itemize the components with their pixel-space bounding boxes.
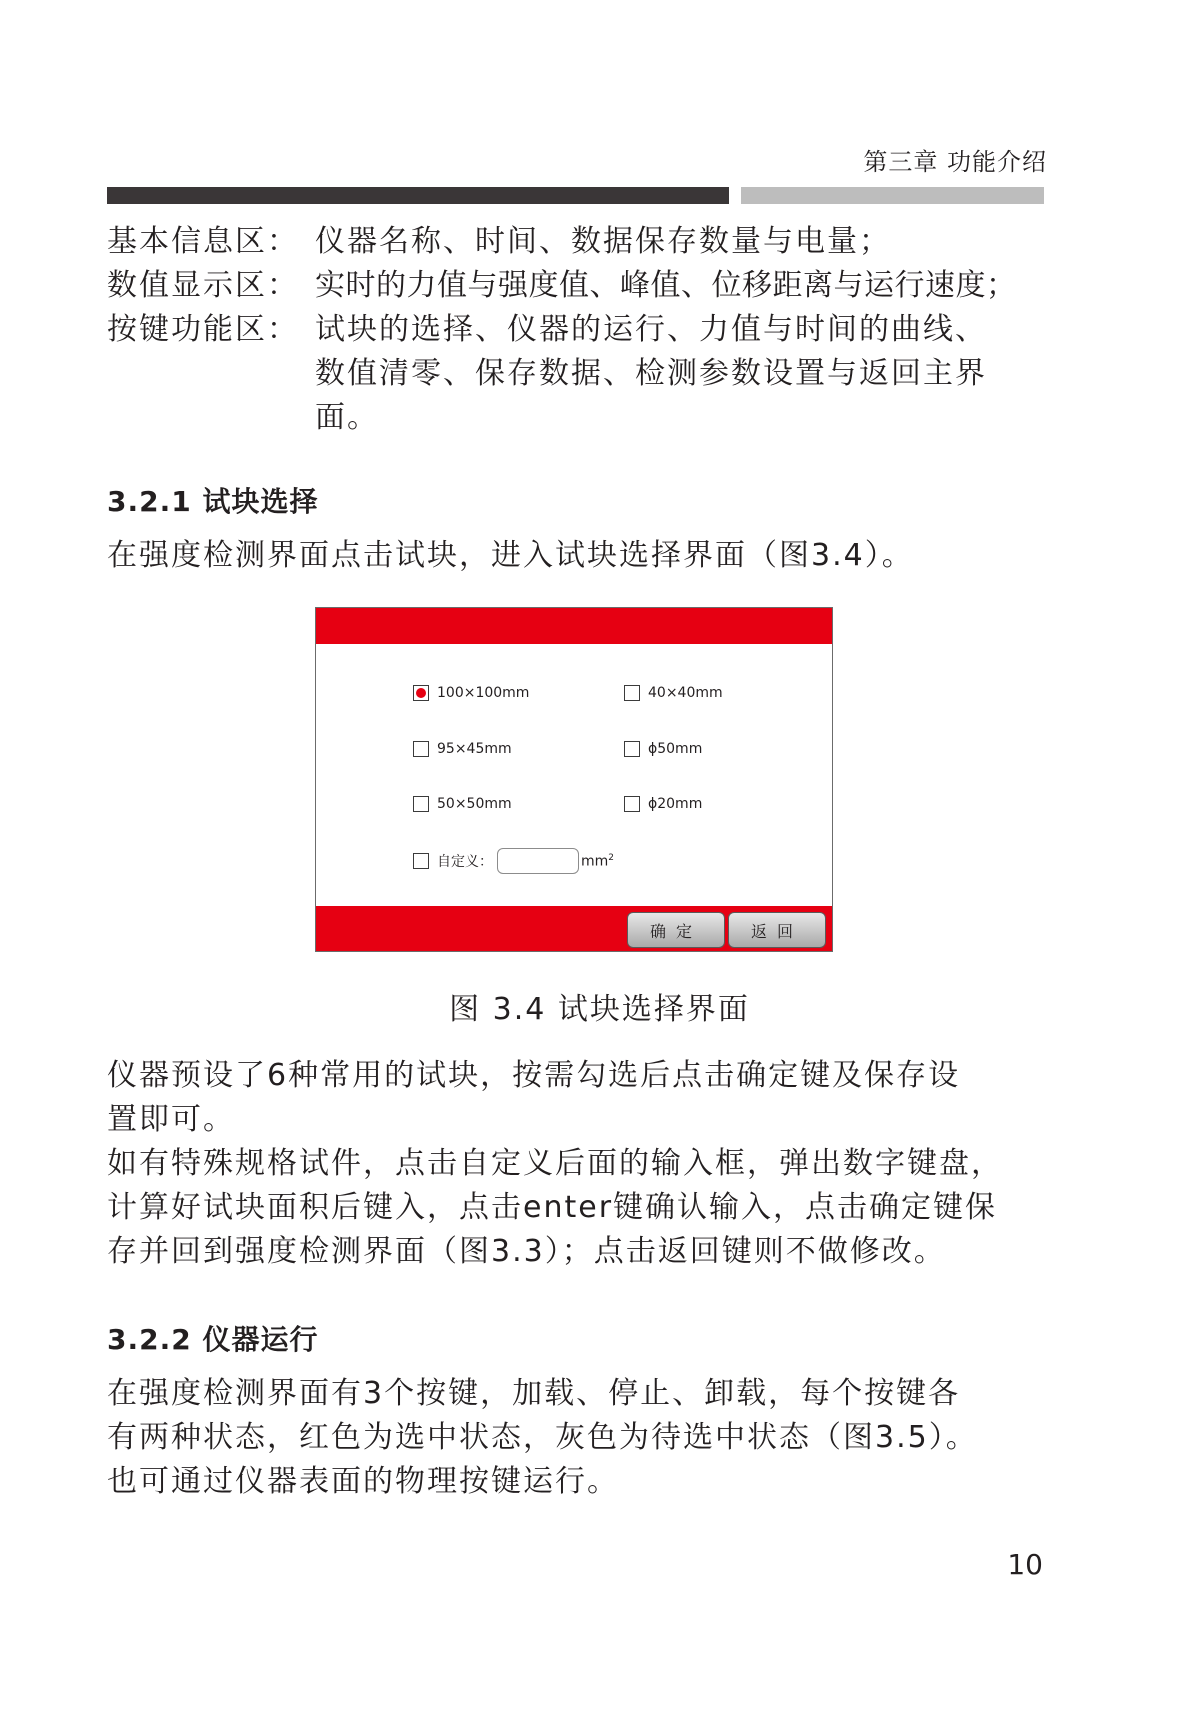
paragraph-line: 仪器预设了6种常用的试块，按需勾选后点击确定键及保存设 [107, 1058, 961, 1093]
paragraph-line: 有两种状态，红色为选中状态，灰色为待选中状态（图3.5）。 [107, 1420, 978, 1455]
option-label: 40×40mm [648, 685, 723, 701]
checkbox-icon[interactable] [413, 796, 429, 812]
radio-checked-icon[interactable] [413, 685, 429, 701]
option-100x100[interactable] [413, 685, 529, 701]
paragraph-line: 在强度检测界面点击试块，进入试块选择界面（图3.4）。 [107, 538, 914, 573]
definition-desc: 仪器名称、时间、数据保存数量与电量； [315, 224, 891, 259]
option-label: 50×50mm [437, 796, 512, 812]
definition-term: 数值显示区： [107, 268, 299, 303]
custom-label: 自定义： [437, 854, 493, 870]
specimen-selection-screen [315, 607, 833, 952]
paragraph-line: 置即可。 [107, 1102, 235, 1137]
option-label: ϕ20mm [648, 796, 703, 812]
figure-caption: 图 3.4 试块选择界面 [449, 992, 750, 1027]
ok-button[interactable]: 确定 [627, 912, 725, 948]
paragraph-line: 也可通过仪器表面的物理按键运行。 [107, 1464, 619, 1499]
section-body [107, 1054, 1051, 1274]
definition-desc: 面。 [315, 400, 379, 435]
option-phi20[interactable] [624, 796, 702, 812]
page-number: 10 [1007, 1548, 1043, 1581]
option-label: ϕ50mm [648, 741, 703, 757]
custom-unit: $mm^2$ [581, 852, 615, 870]
paragraph-line: 在强度检测界面有3个按键，加载、停止、卸载，每个按键各 [107, 1376, 961, 1411]
header-bar-light [741, 187, 1044, 204]
option-phi50[interactable] [624, 741, 702, 757]
option-50x50[interactable] [413, 796, 512, 812]
option-custom[interactable] [413, 848, 614, 874]
section-body [107, 1372, 1051, 1504]
screen-top-bar [316, 608, 832, 644]
option-label: 95×45mm [437, 741, 512, 757]
paragraph-line: 存并回到强度检测界面（图3.3）；点击返回键则不做修改。 [107, 1234, 946, 1269]
definition-term: 基本信息区： [107, 224, 299, 259]
definition-desc: 实时的力值与强度值、峰值、位移距离与运行速度； [315, 268, 1017, 303]
checkbox-icon[interactable] [624, 685, 640, 701]
option-95x45[interactable] [413, 741, 512, 757]
custom-area-input[interactable] [497, 848, 579, 874]
option-label: 100×100mm [437, 685, 530, 701]
section-intro [107, 534, 1051, 578]
section-heading: 3.2.2 仪器运行 [107, 1323, 319, 1356]
checkbox-icon[interactable] [413, 741, 429, 757]
paragraph-line: 如有特殊规格试件，点击自定义后面的输入框，弹出数字键盘， [107, 1146, 1003, 1181]
checkbox-icon[interactable] [624, 796, 640, 812]
chapter-header: 第三章 功能介绍 [863, 148, 1047, 176]
back-button[interactable]: 返回 [728, 912, 826, 948]
definition-term: 按键功能区： [107, 312, 299, 347]
option-40x40[interactable] [624, 685, 723, 701]
checkbox-icon[interactable] [413, 853, 429, 869]
definition-desc: 数值清零、保存数据、检测参数设置与返回主界 [315, 356, 987, 391]
section-heading: 3.2.1 试块选择 [107, 485, 319, 518]
checkbox-icon[interactable] [624, 741, 640, 757]
definition-desc: 试块的选择、仪器的运行、力值与时间的曲线、 [315, 312, 987, 347]
paragraph-line: 计算好试块面积后键入，点击enter键确认输入，点击确定键保 [107, 1190, 998, 1225]
header-bar-dark [107, 187, 729, 204]
